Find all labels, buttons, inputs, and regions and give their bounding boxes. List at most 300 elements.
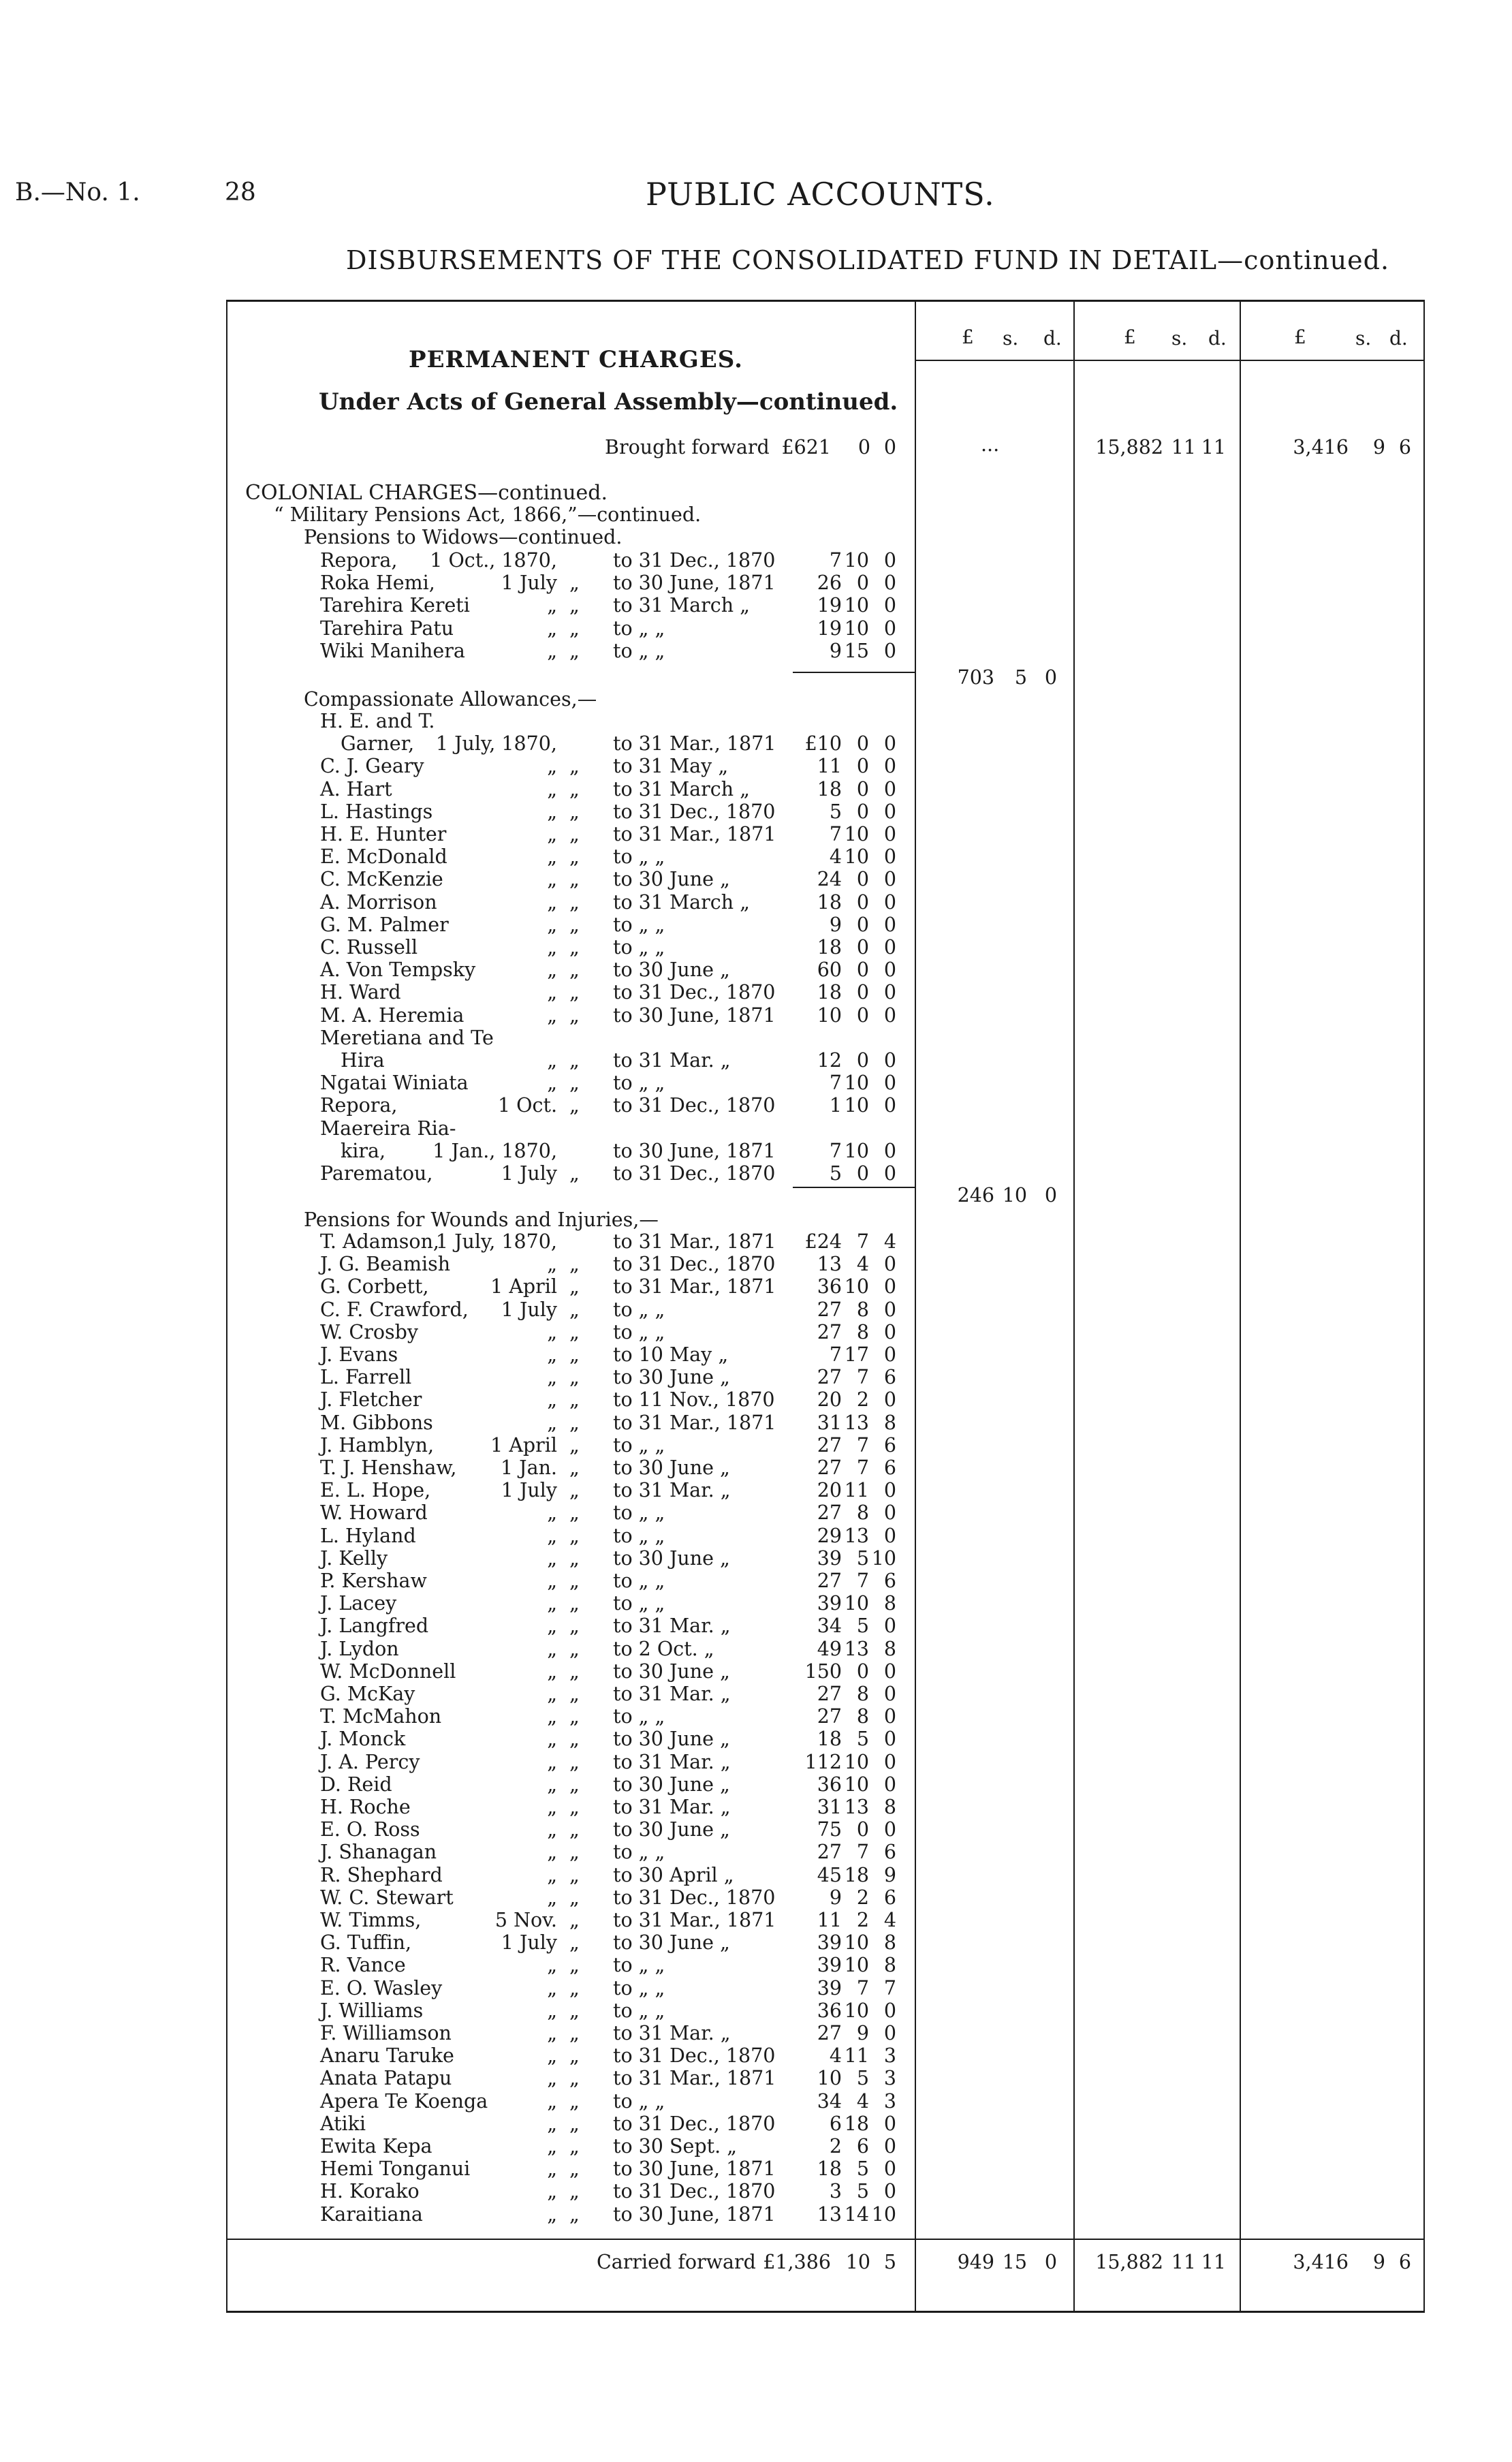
ditto-mark: „ <box>569 572 580 595</box>
amount-pence: 0 <box>883 981 896 1004</box>
amount-pounds: 36 <box>817 1999 842 2022</box>
c3-pounds: 3,416 <box>1293 436 1349 458</box>
wounds-heading: Pensions for Wounds and Injuries,— <box>304 1209 659 1231</box>
table-right-rule <box>1423 300 1425 2313</box>
date-from: „ <box>547 777 557 800</box>
amount-pence: 0 <box>883 1094 896 1117</box>
amount-pence: 0 <box>883 1072 896 1095</box>
payee-name: L. Farrell <box>320 1366 412 1389</box>
amount-shillings: 10 <box>844 823 869 845</box>
ditto-mark: „ <box>569 1253 580 1276</box>
amount-pounds: 6 <box>829 2112 842 2135</box>
payee-name: E. McDonald <box>320 845 447 869</box>
shilling-label: s. <box>1355 327 1372 349</box>
ditto-mark: „ <box>569 1366 580 1389</box>
amount-shillings: 5 <box>856 1728 869 1751</box>
date-from: „ <box>547 936 557 959</box>
amount-shillings: 10 <box>844 1750 869 1773</box>
ditto-mark: „ <box>569 936 580 959</box>
ditto-mark: „ <box>569 1931 580 1954</box>
amount-pence: 6 <box>883 1366 896 1389</box>
military-pensions-act-heading: “ Military Pensions Act, 1866,”—continued. <box>274 503 702 526</box>
amount-shillings: 10 <box>844 617 869 640</box>
date-to: to 31 Mar., 1871 <box>613 2067 776 2090</box>
amount-shillings: 7 <box>856 1456 869 1479</box>
date-from: „ <box>547 890 557 914</box>
c2-pounds: 15,882 <box>1095 436 1163 458</box>
amount-pence: 0 <box>883 1659 896 1683</box>
date-from: „ <box>547 981 557 1004</box>
amount-shillings: 0 <box>856 868 869 891</box>
amount-pence: 0 <box>883 1773 896 1796</box>
amount-shillings: 7 <box>856 1976 869 1999</box>
amount-pounds: 3 <box>829 2180 842 2203</box>
amount-pounds: 45 <box>817 1863 842 1886</box>
date-from: „ <box>547 959 557 982</box>
date-from: 1 July <box>501 1931 557 1954</box>
payee-name: Wiki Manihera <box>320 639 465 662</box>
amount-pounds: 2 <box>829 2135 842 2157</box>
date-from: 1 July, 1870, <box>435 1230 557 1253</box>
amount-pounds: 7 <box>829 549 842 572</box>
amount-pence: 0 <box>883 1818 896 1841</box>
amount-pence: 3 <box>883 2044 896 2068</box>
date-from: „ <box>547 755 557 778</box>
date-from: 1 July <box>501 1479 557 1502</box>
amount-shillings: 10 <box>844 549 869 572</box>
amount-shillings: 8 <box>856 1705 869 1728</box>
amount-pounds: 5 <box>829 800 842 823</box>
date-from: „ <box>547 1072 557 1095</box>
payee-name: C. Russell <box>320 936 418 959</box>
amount-shillings: 7 <box>856 1433 869 1456</box>
date-to: to 30 June „ <box>613 1456 730 1479</box>
amount-shillings: 0 <box>856 800 869 823</box>
shilling-label: s. <box>1171 327 1188 349</box>
amount-shillings: 5 <box>856 2157 869 2181</box>
payee-name: J. Monck <box>320 1728 406 1751</box>
amount-shillings: 0 <box>856 1659 869 1683</box>
amount-pounds: 18 <box>817 981 842 1004</box>
amount-shillings: 10 <box>844 1139 869 1162</box>
payee-name: J. Hamblyn, <box>320 1433 435 1456</box>
date-from: „ <box>547 1637 557 1660</box>
date-to: to „ „ <box>613 1320 665 1343</box>
amount-pence: 4 <box>883 1230 896 1253</box>
pence-label: d. <box>1043 327 1062 349</box>
payee-name: A. Von Tempsky <box>320 959 476 982</box>
date-from: 1 Jan., 1870, <box>432 1139 557 1162</box>
date-to: to 31 Mar. „ <box>613 1683 731 1705</box>
amount-shillings: 4 <box>856 2089 869 2113</box>
amount-shillings: 10 <box>844 1072 869 1095</box>
payee-name: Garner, <box>341 732 415 755</box>
amount-pounds: 49 <box>817 1637 842 1660</box>
amount-pounds: 7 <box>829 1343 842 1366</box>
ditto-mark: „ <box>569 2202 580 2226</box>
date-from: 1 July <box>501 1298 557 1321</box>
date-from: „ <box>547 1705 557 1728</box>
date-to: to 31 Mar. „ <box>613 2022 731 2044</box>
date-to: to 30 June, 1871 <box>613 1003 776 1027</box>
amount-pence: 0 <box>883 1750 896 1773</box>
date-to: to 31 Mar., 1871 <box>613 1411 776 1434</box>
date-from: „ <box>547 1343 557 1366</box>
amount-shillings: 11 <box>844 2044 869 2068</box>
amount-pence: 0 <box>883 2157 896 2181</box>
widows-heading: Pensions to Widows—continued. <box>304 526 623 548</box>
date-to: to „ „ <box>613 1841 665 1864</box>
date-from: „ <box>547 823 557 845</box>
amount-pounds: 34 <box>817 2089 842 2113</box>
payee-name: Maereira Ria- <box>320 1117 456 1140</box>
date-from: „ <box>547 2180 557 2203</box>
payee-name: J. Williams <box>320 1999 424 2022</box>
amount-pence: 0 <box>883 1524 896 1547</box>
amount-pounds: 39 <box>817 1931 842 1954</box>
amount-pounds: 27 <box>817 1433 842 1456</box>
payee-name: Hira <box>341 1049 385 1072</box>
amount-pence: 3 <box>883 2067 896 2090</box>
date-to: to 31 Dec., 1870 <box>613 2112 776 2135</box>
date-from: „ <box>547 1728 557 1751</box>
payee-name: H. Korako <box>320 2180 420 2203</box>
c1-pence: 0 <box>1044 666 1057 689</box>
c3-pounds: 3,416 <box>1293 2251 1349 2273</box>
ditto-mark: „ <box>569 1456 580 1479</box>
payee-name: T. J. Henshaw, <box>320 1456 457 1479</box>
amount-shillings: 17 <box>844 1343 869 1366</box>
date-from: „ <box>547 1886 557 1909</box>
amount-pounds: 5 <box>829 1162 842 1185</box>
amount-pence: 0 <box>883 1049 896 1072</box>
date-to: to 31 Mar. „ <box>613 1750 731 1773</box>
ditto-mark: „ <box>569 1773 580 1796</box>
amount-pence: 0 <box>883 777 896 800</box>
amount-shillings: 0 <box>856 1818 869 1841</box>
amount-shillings: 5 <box>856 1546 869 1570</box>
amount-shillings: 0 <box>856 1049 869 1072</box>
amount-pounds: 29 <box>817 1524 842 1547</box>
date-from: „ <box>547 2135 557 2157</box>
amount-pence: 0 <box>883 572 896 595</box>
amount-shillings: 8 <box>856 1501 869 1525</box>
date-from: „ <box>547 2089 557 2113</box>
amount-pounds: 31 <box>817 1411 842 1434</box>
amount-pence: 0 <box>883 2135 896 2157</box>
date-from: „ <box>547 2067 557 2090</box>
amount-pounds: 12 <box>817 1049 842 1072</box>
date-from: „ <box>547 1366 557 1389</box>
amount-pence: 10 <box>871 1546 896 1570</box>
amount-pounds: 27 <box>817 1298 842 1321</box>
page-number: 28 <box>225 178 256 206</box>
amount-pence: 6 <box>883 1841 896 1864</box>
amount-pence: 5 <box>883 2251 896 2273</box>
amount-pounds: 34 <box>817 1615 842 1638</box>
date-from: „ <box>547 2044 557 2068</box>
ditto-mark: „ <box>569 1659 580 1683</box>
compassionate-subtotal-rule <box>793 1187 915 1188</box>
payee-name: Tarehira Kereti <box>320 594 470 617</box>
page-subtitle: DISBURSEMENTS OF THE CONSOLIDATED FUND IN DETAIL—continued. <box>346 245 1390 275</box>
amount-pounds: 150 <box>804 1659 842 1683</box>
amount-shillings: 18 <box>844 1863 869 1886</box>
amount-pounds: 10 <box>817 2067 842 2090</box>
ditto-mark: „ <box>569 1728 580 1751</box>
c1-pounds: 703 <box>957 666 994 689</box>
amount-pounds: 9 <box>829 1886 842 1909</box>
payee-name: H. Ward <box>320 981 401 1004</box>
date-from: „ <box>547 1003 557 1027</box>
amount-pence: 0 <box>883 1003 896 1027</box>
date-to: to „ „ <box>613 1705 665 1728</box>
amount-pence: 0 <box>883 1343 896 1366</box>
amount-pounds: 19 <box>817 594 842 617</box>
amount-shillings: 8 <box>856 1298 869 1321</box>
payee-name: C. McKenzie <box>320 868 443 891</box>
date-from: „ <box>547 1818 557 1841</box>
ditto-mark: „ <box>569 1637 580 1660</box>
payee-name: Repora, <box>320 1094 398 1117</box>
date-from: 1 Oct., 1870, <box>430 549 557 572</box>
date-from: „ <box>547 1750 557 1773</box>
ditto-mark: „ <box>569 1388 580 1412</box>
date-from: „ <box>547 800 557 823</box>
table-left-rule <box>226 300 227 2313</box>
amount-shillings: 7 <box>856 1841 869 1864</box>
payee-name: J. Evans <box>320 1343 398 1366</box>
amount-shillings: 0 <box>856 777 869 800</box>
payee-name: Karaitiana <box>320 2202 423 2226</box>
date-to: to „ „ <box>613 1433 665 1456</box>
ditto-mark: „ <box>569 1796 580 1818</box>
date-to: to „ „ <box>613 617 665 640</box>
amount-pounds: 9 <box>829 639 842 662</box>
amount-pounds: 1 <box>829 1094 842 1117</box>
payee-name: W. Crosby <box>320 1320 418 1343</box>
date-to: to 31 March „ <box>613 594 750 617</box>
amount-pence: 0 <box>883 1253 896 1276</box>
amount-shillings: 0 <box>856 981 869 1004</box>
amount-shillings: 6 <box>856 2135 869 2157</box>
ditto-mark: „ <box>569 1479 580 1502</box>
amount-pounds: 18 <box>817 777 842 800</box>
date-to: to 31 Mar., 1871 <box>613 1230 776 1253</box>
ditto-mark: „ <box>569 2112 580 2135</box>
ditto-mark: „ <box>569 1546 580 1570</box>
date-from: „ <box>547 1388 557 1412</box>
amount-pounds: 27 <box>817 1501 842 1525</box>
permanent-charges-heading: PERMANENT CHARGES. <box>409 346 743 373</box>
amount-pounds: 13 <box>817 2202 842 2226</box>
ditto-mark: „ <box>569 2180 580 2203</box>
amount-shillings: 4 <box>856 1253 869 1276</box>
ditto-mark: „ <box>569 981 580 1004</box>
date-to: to „ „ <box>613 845 665 869</box>
date-from: „ <box>547 1501 557 1525</box>
payee-name: H. E. Hunter <box>320 823 447 845</box>
amount-pounds: 39 <box>817 1546 842 1570</box>
amount-shillings: 10 <box>844 594 869 617</box>
amount-pounds: 26 <box>817 572 842 595</box>
amount-pence: 0 <box>883 1388 896 1412</box>
pound-label: £ <box>1124 326 1136 348</box>
amount-pence: 0 <box>883 1320 896 1343</box>
page-title: PUBLIC ACCOUNTS. <box>646 176 995 213</box>
amount-pence: 0 <box>883 1705 896 1728</box>
c1-pounds: 246 <box>957 1184 994 1206</box>
amount-pounds: 18 <box>817 2157 842 2181</box>
amount-shillings: 0 <box>856 732 869 755</box>
ditto-mark: „ <box>569 2022 580 2044</box>
amount-pounds: 20 <box>817 1479 842 1502</box>
date-from: „ <box>547 1659 557 1683</box>
payee-name: Tarehira Patu <box>320 617 454 640</box>
payee-name: Hemi Tonganui <box>320 2157 471 2181</box>
amount-shillings: 15 <box>844 639 869 662</box>
date-to: to 31 Dec., 1870 <box>613 2180 776 2203</box>
date-to: to „ „ <box>613 1999 665 2022</box>
amount-pounds: £10 <box>804 732 842 755</box>
ditto-mark: „ <box>569 913 580 936</box>
date-to: to „ „ <box>613 2089 665 2113</box>
amount-pence: 0 <box>883 2112 896 2135</box>
brought-forward-label: Brought forward <box>605 436 770 458</box>
c2-pounds: 15,882 <box>1095 2251 1163 2273</box>
amount-pounds: 31 <box>817 1796 842 1818</box>
amount-shillings: 5 <box>856 2180 869 2203</box>
payee-name: J. Kelly <box>320 1546 388 1570</box>
amount-pounds: 10 <box>817 1003 842 1027</box>
date-from: „ <box>547 1841 557 1864</box>
pence-label: d. <box>1389 327 1408 349</box>
amount-pence: 6 <box>883 1886 896 1909</box>
amount-pounds: 13 <box>817 1253 842 1276</box>
date-to: to 31 Dec., 1870 <box>613 981 776 1004</box>
payee-name: R. Shephard <box>320 1863 443 1886</box>
amount-pence: 7 <box>883 1976 896 1999</box>
amount-pence: 0 <box>883 2022 896 2044</box>
amount-shillings: 10 <box>844 845 869 869</box>
table-bottom-rule <box>226 2311 1425 2313</box>
payee-name: J. A. Percy <box>320 1750 420 1773</box>
amount-shillings: 7 <box>856 1570 869 1592</box>
amount-pence: 0 <box>883 2180 896 2203</box>
date-to: to „ „ <box>613 1570 665 1592</box>
payee-name: H. Roche <box>320 1796 411 1818</box>
amount-pence: 0 <box>883 890 896 914</box>
ditto-mark: „ <box>569 755 580 778</box>
c1-pounds: 949 <box>957 2251 994 2273</box>
amount-pounds: 36 <box>817 1773 842 1796</box>
amount-shillings: 0 <box>856 1162 869 1185</box>
payee-name: Atiki <box>320 2112 366 2135</box>
amount-pounds: 39 <box>817 1976 842 1999</box>
date-to: to „ „ <box>613 936 665 959</box>
ditto-mark: „ <box>569 800 580 823</box>
amount-shillings: 10 <box>844 1999 869 2022</box>
pence-label: d. <box>1208 327 1227 349</box>
payee-name: D. Reid <box>320 1773 392 1796</box>
payee-name: L. Hyland <box>320 1524 416 1547</box>
amount-pounds: 24 <box>817 868 842 891</box>
pound-label: £ <box>1294 326 1306 348</box>
amount-shillings: 10 <box>844 1094 869 1117</box>
amount-pence: 0 <box>883 549 896 572</box>
date-to: to „ „ <box>613 639 665 662</box>
date-to: to 31 Dec., 1870 <box>613 2044 776 2068</box>
amount-shillings: 13 <box>844 1796 869 1818</box>
payee-name: Meretiana and Te <box>320 1026 494 1049</box>
ditto-mark: „ <box>569 2157 580 2181</box>
amount-pence: 0 <box>883 913 896 936</box>
payee-name: E. L. Hope, <box>320 1479 431 1502</box>
date-to: to 30 June „ <box>613 1728 730 1751</box>
date-to: to 31 Mar. „ <box>613 1479 731 1502</box>
amount-pence: 8 <box>883 1637 896 1660</box>
ditto-mark: „ <box>569 1863 580 1886</box>
amount-pence: 0 <box>883 1683 896 1705</box>
payee-name: Anata Patapu <box>320 2067 452 2090</box>
date-from: „ <box>547 2022 557 2044</box>
amount-pence: 0 <box>883 936 896 959</box>
amount-shillings: 8 <box>856 1683 869 1705</box>
payee-name: G. McKay <box>320 1683 415 1705</box>
amount-shillings: 0 <box>857 436 870 458</box>
amount-pounds: 75 <box>817 1818 842 1841</box>
ditto-mark: „ <box>569 1003 580 1027</box>
date-to: to „ „ <box>613 1976 665 1999</box>
amount-pence: 0 <box>883 1162 896 1185</box>
c3-pence: 6 <box>1398 2251 1411 2273</box>
payee-name: J. G. Beamish <box>320 1253 451 1276</box>
payee-name: Ewita Kepa <box>320 2135 432 2157</box>
amount-pounds: 19 <box>817 617 842 640</box>
table-top-rule <box>226 300 1425 302</box>
amount-shillings: 10 <box>844 1592 869 1615</box>
payee-name: W. McDonnell <box>320 1659 456 1683</box>
ditto-mark: „ <box>569 2089 580 2113</box>
amount-shillings: 13 <box>844 1524 869 1547</box>
amount-pounds: 11 <box>817 755 842 778</box>
date-from: „ <box>547 1570 557 1592</box>
c3-shillings: 9 <box>1372 2251 1385 2273</box>
amount-shillings: 2 <box>856 1909 869 1931</box>
date-from: „ <box>547 1546 557 1570</box>
amount-shillings: 9 <box>856 2022 869 2044</box>
compassionate-heading: Compassionate Allowances,— <box>304 688 597 711</box>
payee-name: J. Shanagan <box>320 1841 437 1864</box>
ditto-mark: „ <box>569 823 580 845</box>
c3-pence: 6 <box>1398 436 1411 458</box>
payee-name: H. E. and T. <box>320 710 435 732</box>
amount-shillings: 10 <box>844 1773 869 1796</box>
payee-name: Repora, <box>320 549 398 572</box>
payee-name: L. Hastings <box>320 800 433 823</box>
widows-subtotal-rule <box>793 672 915 673</box>
date-from: „ <box>547 1320 557 1343</box>
amount-pounds: 4 <box>829 2044 842 2068</box>
ditto-mark: „ <box>569 1162 580 1185</box>
column-rule-1 <box>915 300 916 2313</box>
date-to: to 31 Mar., 1871 <box>613 1909 776 1931</box>
amount-shillings: 11 <box>844 1479 869 1502</box>
date-to: to 30 June, 1871 <box>613 2157 776 2181</box>
date-from: „ <box>547 1524 557 1547</box>
column-rule-2 <box>1073 300 1075 2313</box>
amount-shillings: 10 <box>844 1954 869 1977</box>
